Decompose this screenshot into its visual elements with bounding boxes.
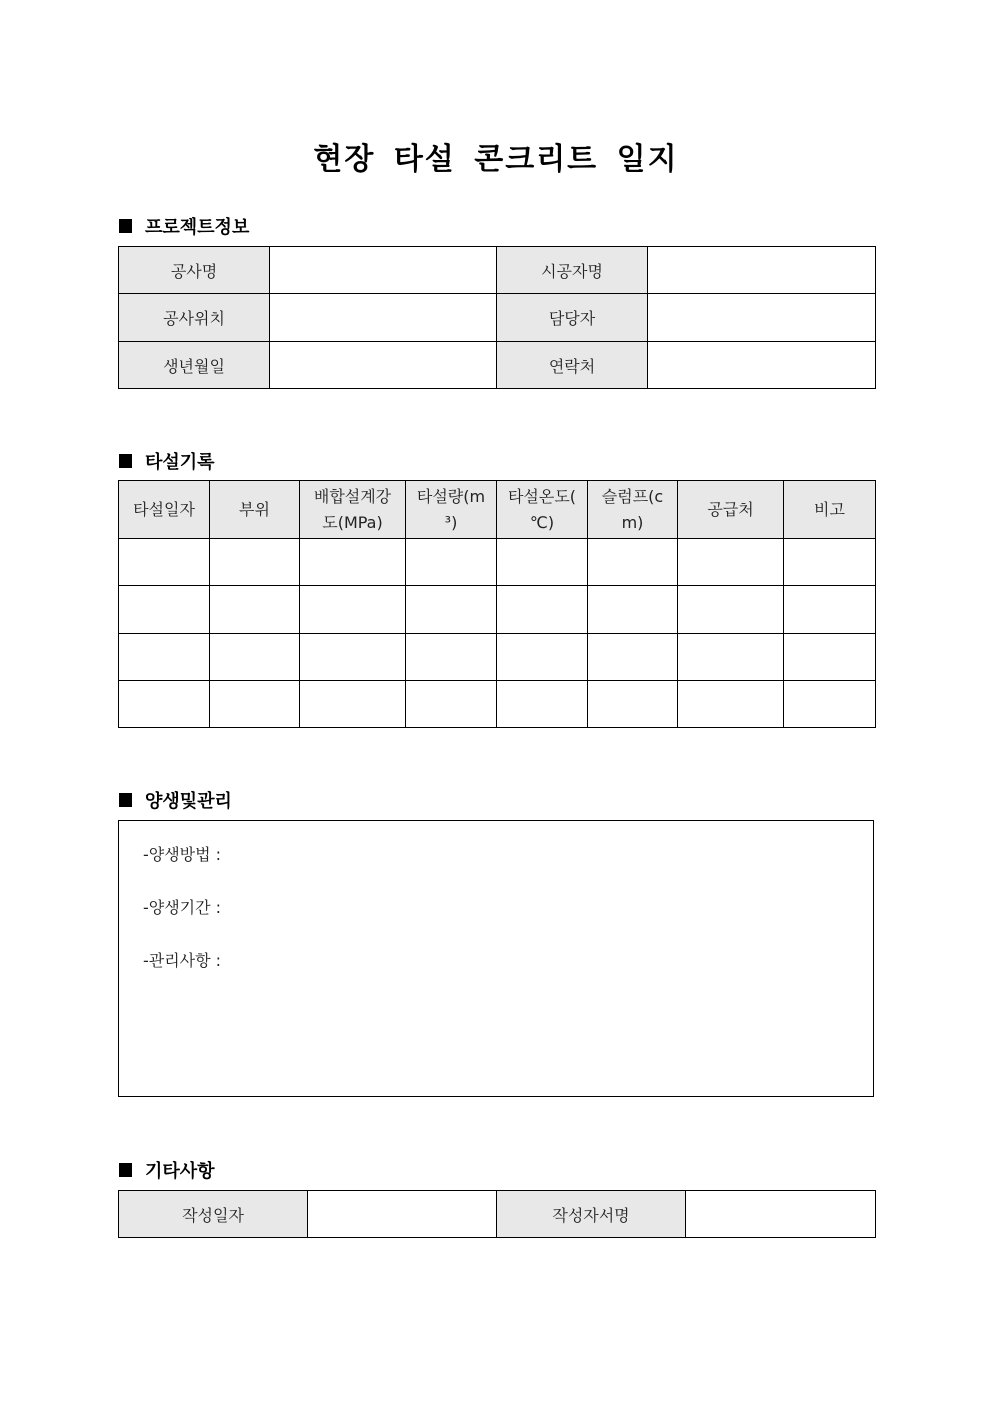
table-row bbox=[119, 1191, 876, 1238]
table-cell[interactable] bbox=[406, 586, 497, 634]
section-title: 프로젝트정보 bbox=[145, 217, 250, 238]
table-cell[interactable] bbox=[210, 586, 300, 634]
table-cell[interactable] bbox=[300, 539, 406, 586]
table-cell[interactable] bbox=[210, 634, 300, 681]
section-title: 타설기록 bbox=[145, 452, 215, 473]
table-cell[interactable] bbox=[210, 539, 300, 586]
table-cell[interactable] bbox=[300, 681, 406, 728]
section-heading-project bbox=[119, 213, 249, 239]
table-cell[interactable] bbox=[300, 634, 406, 681]
label-cell: 공사명 bbox=[119, 247, 270, 294]
author-signature-field[interactable] bbox=[686, 1191, 876, 1238]
table-row bbox=[119, 539, 876, 586]
table-cell[interactable] bbox=[678, 586, 784, 634]
label-cell: 공사위치 bbox=[119, 294, 270, 342]
project-name-field[interactable] bbox=[270, 247, 497, 294]
management-notes-label: -관리사항 : bbox=[143, 951, 222, 970]
column-header-supplier: 공급처 bbox=[678, 481, 784, 539]
table-cell[interactable] bbox=[588, 586, 678, 634]
column-header-slump: 슬럼프(c m) bbox=[588, 481, 678, 539]
table-cell[interactable] bbox=[119, 634, 210, 681]
table-cell[interactable] bbox=[784, 634, 876, 681]
table-cell[interactable] bbox=[406, 634, 497, 681]
table-cell[interactable] bbox=[588, 634, 678, 681]
column-header-pour-date: 타설일자 bbox=[119, 481, 210, 539]
table-row bbox=[119, 681, 876, 728]
table-cell[interactable] bbox=[497, 634, 588, 681]
table-cell[interactable] bbox=[406, 681, 497, 728]
column-header-location: 부위 bbox=[210, 481, 300, 539]
column-header-remarks: 비고 bbox=[784, 481, 876, 539]
curing-notes-box[interactable] bbox=[118, 820, 874, 1097]
column-header-temperature: 타설온도( ℃) bbox=[497, 481, 588, 539]
table-cell[interactable] bbox=[588, 681, 678, 728]
birthdate-field[interactable] bbox=[270, 342, 497, 389]
table-cell[interactable] bbox=[678, 681, 784, 728]
pour-record-table bbox=[118, 480, 876, 728]
table-cell[interactable] bbox=[678, 539, 784, 586]
table-row bbox=[119, 634, 876, 681]
curing-period-label: -양생기간 : bbox=[143, 898, 222, 917]
square-bullet-icon bbox=[119, 454, 132, 468]
column-header-mix-strength: 배합설계강 도(MPa) bbox=[300, 481, 406, 539]
document-title: 현장 타설 콘크리트 일지 bbox=[313, 142, 679, 177]
table-row bbox=[119, 294, 876, 342]
misc-table bbox=[118, 1190, 876, 1238]
label-cell: 생년월일 bbox=[119, 342, 270, 389]
label-cell: 연락처 bbox=[497, 342, 648, 389]
table-row bbox=[119, 586, 876, 634]
label-cell: 담당자 bbox=[497, 294, 648, 342]
column-header-volume: 타설량(m ³) bbox=[406, 481, 497, 539]
table-cell[interactable] bbox=[678, 634, 784, 681]
table-cell[interactable] bbox=[497, 539, 588, 586]
table-cell[interactable] bbox=[119, 586, 210, 634]
label-cell: 작성자서명 bbox=[497, 1191, 686, 1238]
section-title: 양생및관리 bbox=[145, 791, 232, 812]
section-heading-curing bbox=[119, 787, 232, 813]
table-cell[interactable] bbox=[784, 681, 876, 728]
table-row bbox=[119, 342, 876, 389]
manager-field[interactable] bbox=[648, 294, 876, 342]
contractor-name-field[interactable] bbox=[648, 247, 876, 294]
square-bullet-icon bbox=[119, 219, 132, 233]
project-info-table bbox=[118, 246, 876, 389]
label-cell: 작성일자 bbox=[119, 1191, 308, 1238]
section-title: 기타사항 bbox=[145, 1161, 215, 1182]
table-cell[interactable] bbox=[497, 586, 588, 634]
curing-method-label: -양생방법 : bbox=[143, 845, 222, 864]
table-row bbox=[119, 247, 876, 294]
written-date-field[interactable] bbox=[308, 1191, 497, 1238]
section-heading-misc bbox=[119, 1157, 215, 1183]
table-cell[interactable] bbox=[300, 586, 406, 634]
table-cell[interactable] bbox=[210, 681, 300, 728]
table-cell[interactable] bbox=[406, 539, 497, 586]
table-cell[interactable] bbox=[497, 681, 588, 728]
table-cell[interactable] bbox=[784, 539, 876, 586]
table-cell[interactable] bbox=[119, 681, 210, 728]
label-cell: 시공자명 bbox=[497, 247, 648, 294]
section-heading-pour bbox=[119, 448, 215, 474]
table-cell[interactable] bbox=[588, 539, 678, 586]
contact-field[interactable] bbox=[648, 342, 876, 389]
square-bullet-icon bbox=[119, 1163, 132, 1177]
project-location-field[interactable] bbox=[270, 294, 497, 342]
table-cell[interactable] bbox=[119, 539, 210, 586]
square-bullet-icon bbox=[119, 793, 132, 807]
table-header-row bbox=[119, 481, 876, 539]
table-cell[interactable] bbox=[784, 586, 876, 634]
